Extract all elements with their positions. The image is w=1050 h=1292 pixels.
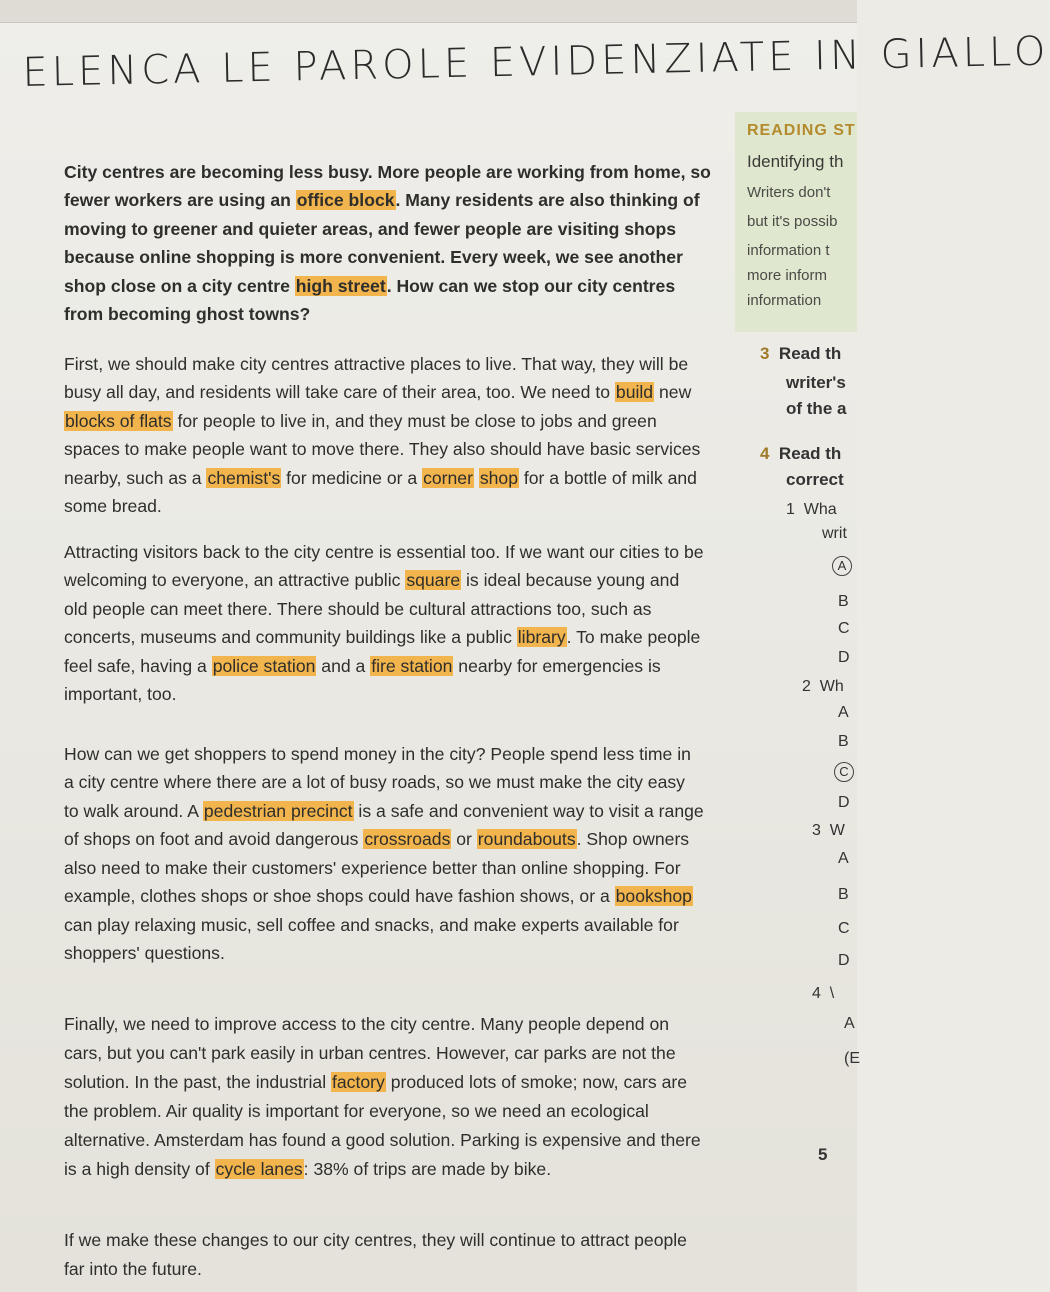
option-d[interactable]: D <box>838 649 850 666</box>
option-c[interactable]: C <box>834 762 854 782</box>
article-intro: City centres are becoming less busy. More people are working from home, so fewer workers are using an office block. Many residents are also thinking of moving to greener and quieter areas, and fewer people are visiting shops because online shopping is more convenient. Every week, we see another shop close on a city centre high street. How can we stop our city centres from becoming ghost towns? <box>64 161 711 325</box>
highlighted-word: blocks of flats <box>65 410 172 431</box>
article-conclusion: If we make these changes to our city centres, they will continue to attract people far into the future. <box>64 1229 687 1279</box>
option-b[interactable]: B <box>838 593 849 610</box>
exercise-column <box>760 0 860 1292</box>
exercise-text: correct <box>786 470 844 489</box>
option-c[interactable]: C <box>838 620 850 637</box>
highlighted-word: shop <box>479 467 518 488</box>
sidebar-line: information t <box>747 242 830 259</box>
article-paragraph: First, we should make city centres attractive places to live. That way, they will be busy all day, and residents will take care of their area, too. We need to build new blocks of flats for people to live in, and they must be close to jobs and green spaces to make people want to move there. They also should have basic services nearby, such as a chemist's for medicine or a corner shop for a bottle of milk and some bread. <box>64 353 701 517</box>
option-a[interactable]: A <box>838 704 849 721</box>
option-a[interactable]: A <box>832 556 852 576</box>
highlighted-word: square <box>406 570 461 591</box>
option-d[interactable]: D <box>838 794 850 811</box>
option-b[interactable]: B <box>838 886 849 903</box>
sidebar-line: information <box>747 292 822 309</box>
highlighted-word: crossroads <box>364 829 451 850</box>
exercise-number: 3 Read th <box>760 344 842 363</box>
highlighted-word: police station <box>212 655 316 676</box>
highlighted-word: build <box>615 382 654 403</box>
exercise-text: writer's <box>786 373 846 392</box>
question-number: 1 Wha <box>786 501 837 518</box>
sidebar-line: Writers don't <box>747 184 831 201</box>
handwritten-note: ELENCA LE PAROLE EVIDENZIATE IN GIALLO <box>22 28 1050 96</box>
sidebar-line: more inform <box>747 267 828 284</box>
exercise-text: of the a <box>786 399 847 418</box>
article-paragraph: Attracting visitors back to the city centre is essential too. If we want our cities to be welcoming to everyone, an attractive public square is ideal because young and old people can meet there. There should be cultural attractions too, such as concerts, museums and community buildings like a public library. To make people feel safe, having a police station and a fire station nearby for emergencies is important, too. <box>64 541 704 705</box>
option-d[interactable]: D <box>838 952 850 969</box>
question-number: 3 W <box>812 822 845 839</box>
highlighted-word: pedestrian precinct <box>203 800 353 821</box>
option-b[interactable]: B <box>838 733 849 750</box>
highlighted-word: cycle lanes <box>215 1158 303 1179</box>
highlighted-word: roundabouts <box>477 829 576 850</box>
highlighted-word: office block <box>296 190 395 211</box>
question-number: 2 Wh <box>802 678 844 695</box>
reading-strategy-subheading: Identifying th <box>747 152 844 171</box>
sidebar-line: but it's possib <box>747 213 838 230</box>
highlighted-word: bookshop <box>615 886 692 907</box>
option-c[interactable]: C <box>838 920 850 937</box>
question-text: writ <box>822 525 847 542</box>
question-number: 5 <box>818 1145 828 1164</box>
question-number: 4 \ <box>812 985 835 1002</box>
highlighted-word: library <box>517 627 566 648</box>
highlighted-word: high street <box>295 275 386 296</box>
option-a[interactable]: A <box>838 850 849 867</box>
article-paragraph: How can we get shoppers to spend money in the city? People spend less time in a city centre where there are a lot of busy roads, so we must make the city easy to walk around. A pedestrian precinct is a safe and convenient way to visit a range of shops on foot and avoid dangerous crossroads or roundabouts. Shop owners also need to make their customers' experience better than online shopping. For example, clothes shops or shoe shops could have fashion shows, or a bookshop can play relaxing music, sell coffee and snacks, and make experts available for shoppers' questions. <box>64 743 704 964</box>
highlighted-word: fire station <box>371 655 453 676</box>
option-a[interactable]: A <box>844 1015 855 1032</box>
highlighted-word: chemist's <box>207 467 281 488</box>
page-fold <box>0 0 857 23</box>
option-e[interactable]: (E <box>844 1050 860 1067</box>
reading-strategy-heading: READING ST <box>747 122 856 139</box>
article-paragraph: Finally, we need to improve access to the city centre. Many people depend on cars, but you can't park easily in urban centres. However, car parks are not the solution. In the past, the industrial factory produced lots of smoke; now, cars are the problem. Air quality is important for everyone, so we need an ecological alternative. Amsterdam has found a good solution. Parking is expensive and there is a high density of cycle lanes: 38% of trips are made by bike. <box>64 1013 701 1179</box>
exercise-number: 4 Read th <box>760 444 842 463</box>
highlighted-word: factory <box>332 1071 385 1092</box>
highlighted-word: corner <box>423 467 473 488</box>
